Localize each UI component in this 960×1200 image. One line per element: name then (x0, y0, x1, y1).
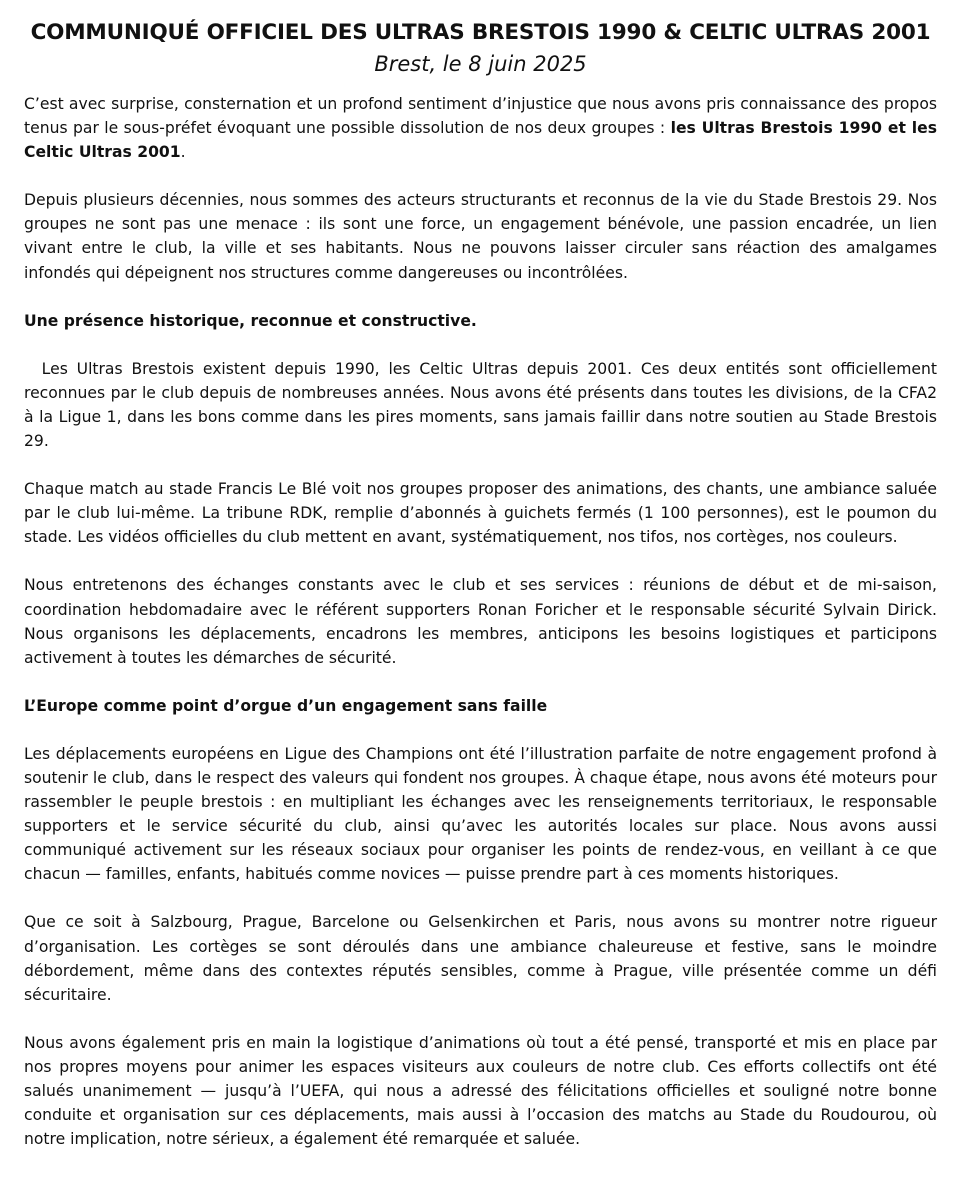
paragraph-7: Que ce soit à Salzbourg, Prague, Barcelone ou Gelsenkirchen et Paris, nous avons su montrer notre rigueur d’organisation. Les cortèges se sont déroulés dans une ambiance chaleureuse et festive, sans le moindre débordement, même dans des contextes réputés sensibles, comme à Prague, ville présentée comme un défi sécuritaire. (24, 913, 937, 1004)
document-date: Brest, le 8 juin 2025 (374, 52, 587, 76)
section-heading-presence: Une présence historique, reconnue et constructive. (24, 311, 477, 330)
intro-end: . (180, 143, 186, 162)
document-title: COMMUNIQUÉ OFFICIEL DES ULTRAS BRESTOIS 1990 & CELTIC ULTRAS 2001 (30, 20, 931, 45)
intro-text: C’est avec surprise, consternation et un profond sentiment d’injustice que nous avons pris connaissance des propos tenus par le sous-préfet évoquant une possible dissolution de nos deux groupes : (24, 95, 937, 138)
paragraph-5: Nous entretenons des échanges constants avec le club et ses services : réunions de début et de mi-saison, coordination hebdomadaire avec le référent supporters Ronan Foricher et le responsable sécurité Sylvain Dirick. Nous organisons les déplacements, encadrons les membres, anticipons les besoins logistiques et participons activement à toutes les démarches de sécurité. (24, 576, 937, 667)
paragraph-4: Chaque match au stade Francis Le Blé voit nos groupes proposer des animations, des chants, une ambiance saluée par le club lui-même. La tribune RDK, remplie d’abonnés à guichets fermés (1 100 personnes), est le poumon du stade. Les vidéos officielles du club mettent en avant, systématiquement, nos tifos, nos cortèges, nos couleurs. (24, 480, 937, 547)
intro-bold-groups: les Ultras Brestois 1990 et les Celtic Ultras 2001 (24, 119, 937, 162)
paragraph-3: Les Ultras Brestois existent depuis 1990, les Celtic Ultras depuis 2001. Ces deux entités sont officiellement reconnues par le club depuis de nombreuses années. Nous avons été présents dans toutes les divisions, de la CFA2 à la Ligue 1, dans les bons comme dans les pires moments, sans jamais faillir dans notre soutien au Stade Brestois 29. (24, 359, 937, 451)
paragraph-2: Depuis plusieurs décennies, nous sommes des acteurs structurants et reconnus de la vie du Stade Brestois 29. Nos groupes ne sont pas une menace : ils sont une force, un engagement bénévole, une passion encadrée, un lien vivant entre le club, la ville et ses habitants. Nous ne pouvons laisser circuler sans réaction des amalgames infondés qui dépeignent nos structures comme dangereuses ou incontrôlées. (24, 191, 937, 282)
paragraph-8: Nous avons également pris en main la logistique d’animations où tout a été pensé, transporté et mis en place par nos propres moyens pour animer les espaces visiteurs aux couleurs de notre club. Ces efforts collectifs ont été salués unanimement — jusqu’à l’UEFA, qui nous a adressé des félicitations officielles et souligné notre bonne conduite et organisation sur ces déplacements, mais aussi à l’occasion des matchs au Stade du Roudourou, où notre implication, notre sérieux, a également été remarquée et saluée. (24, 1033, 937, 1149)
section-heading-europe: L’Europe comme point d’orgue d’un engagement sans faille (24, 696, 548, 715)
paragraph-6: Les déplacements européens en Ligue des Champions ont été l’illustration parfaite de notre engagement profond à soutenir le club, dans le respect des valeurs qui fondent nos groupes. À chaque étape, nous avons été moteurs pour rassembler le peuple brestois : en multipliant les échanges avec les renseignements territoriaux, le responsable supporters et le service sécurité du club, ainsi qu’avec les autorités locales sur place. Nous avons aussi communiqué activement sur les réseaux sociaux pour organiser les points de rendez-vous, en veillant à ce que chacun — familles, enfants, habitués comme novices — puisse prendre part à ces moments historiques. (24, 744, 937, 884)
intro-paragraph (24, 92, 937, 164)
